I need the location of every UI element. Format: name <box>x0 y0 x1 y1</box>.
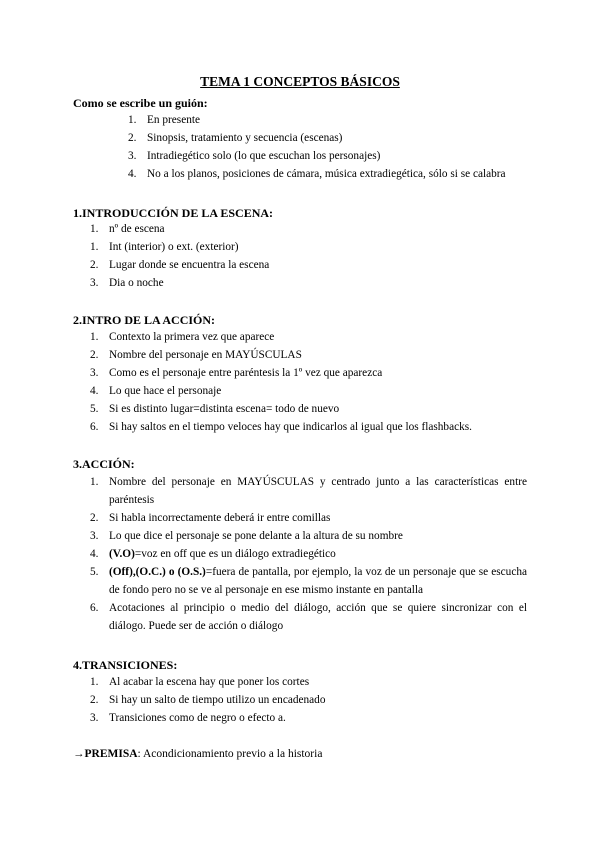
section-list-1 <box>90 220 530 292</box>
list-item: 3. Intradiegético solo (lo que escuchan los personajes) <box>128 150 381 162</box>
list-item: 1. En presente <box>128 114 201 126</box>
list-item: 3. Lo que dice el personaje se pone delante a la altura de su nombre <box>90 530 403 542</box>
list-item: 3. Como es el personaje entre paréntesis la 1º vez que aparezca <box>90 367 383 379</box>
list-item: 1. Int (interior) o ext. (exterior) <box>90 241 239 253</box>
list-item: 1. Al acabar la escena hay que poner los cortes <box>90 676 310 688</box>
list-item: 5. (Off),(O.C.) o (O.S.)=fuera de pantalla, por ejemplo, la voz de un personaje que se escucha de fondo pero no se ve al personaje en ese mismo instante en pantalla <box>90 566 527 596</box>
section-heading-3: 3.ACCIÓN: <box>73 457 135 471</box>
intro-list <box>128 111 528 183</box>
list-item: 6. Si hay saltos en el tiempo veloces hay que indicarlos al igual que los flashbacks. <box>90 421 472 433</box>
list-item: 2. Nombre del personaje en MAYÚSCULAS <box>90 349 302 361</box>
list-item: 2. Lugar donde se encuentra la escena <box>90 259 270 271</box>
list-item: 1. nº de escena <box>90 223 165 235</box>
section-heading-1: 1.INTRODUCCIÓN DE LA ESCENA: <box>73 206 274 220</box>
bold-term: (V.O) <box>109 548 135 560</box>
list-item: 6. Acotaciones al principio o medio del diálogo, acción que se quiere sincronizar con el diálogo. Puede ser de acción o diálogo <box>90 602 527 632</box>
list-item: 4. Lo que hace el personaje <box>90 385 222 397</box>
list-item: 4. (V.O)=voz en off que es un diálogo extradiegético <box>90 548 336 560</box>
bold-term: (Off),(O.C.) o (O.S.) <box>109 566 206 578</box>
subtitle: Como se escribe un guión: <box>73 96 208 110</box>
page-title: TEMA 1 CONCEPTOS BÁSICOS <box>200 74 400 89</box>
list-item: 2. Sinopsis, tratamiento y secuencia (escenas) <box>128 132 343 144</box>
list-item: 4. No a los planos, posiciones de cámara, música extradiegética, sólo si se calabra <box>128 168 506 180</box>
section-heading-2: 2.INTRO DE LA ACCIÓN: <box>73 313 216 327</box>
list-item: 1. Contexto la primera vez que aparece <box>90 331 275 343</box>
list-item: 1. Nombre del personaje en MAYÚSCULAS y centrado junto a las características entre paréntesis <box>90 476 527 506</box>
section-heading-4: 4.TRANSICIONES: <box>73 658 178 672</box>
premisa-line <box>73 748 322 760</box>
section-list-3 <box>90 473 527 635</box>
premisa-label: PREMISA <box>84 748 138 760</box>
list-item: 3. Dia o noche <box>90 277 164 289</box>
list-item: 2. Si hay un salto de tiempo utilizo un encadenado <box>90 694 326 706</box>
arrow-icon: → <box>73 748 85 760</box>
list-item: 5. Si es distinto lugar=distinta escena= todo de nuevo <box>90 403 340 415</box>
list-item: 2. Si habla incorrectamente deberá ir entre comillas <box>90 512 331 524</box>
section-list-2 <box>90 328 530 436</box>
list-item: 3. Transiciones como de negro o efecto a. <box>90 712 286 724</box>
premisa-text: : Acondicionamiento previo a la historia <box>137 748 323 760</box>
section-list-4 <box>90 673 530 727</box>
